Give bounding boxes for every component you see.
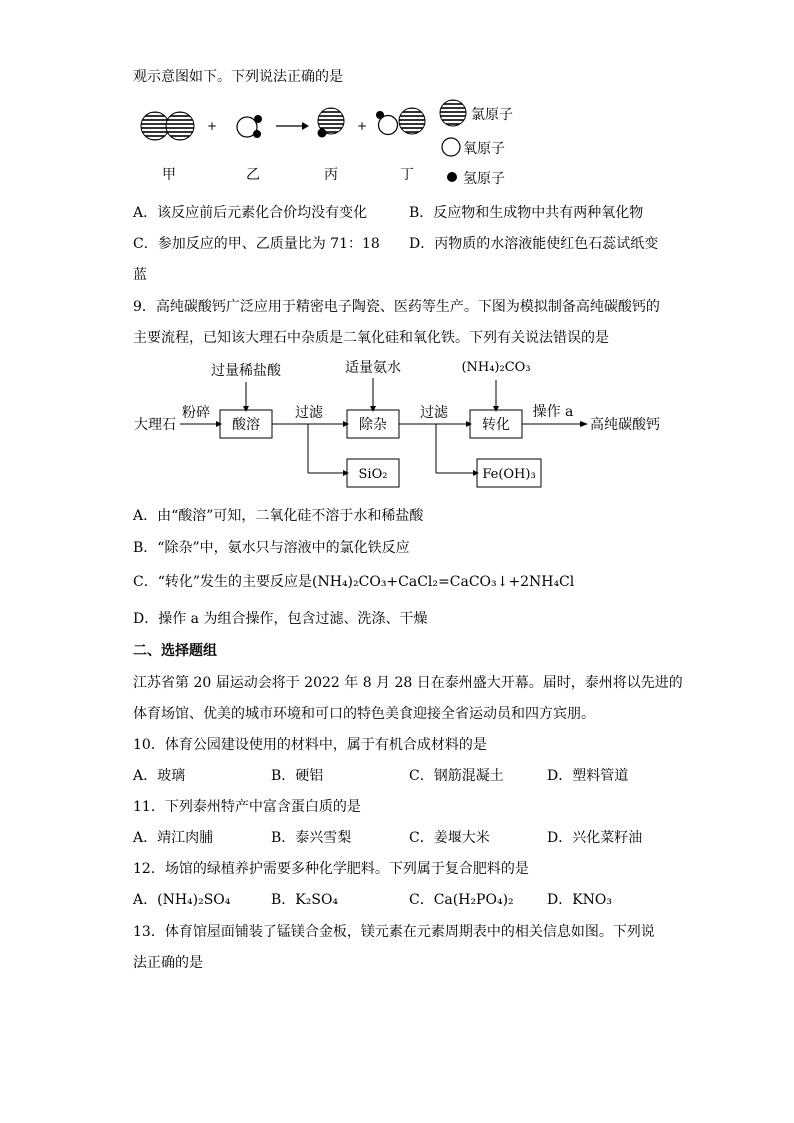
q10-option-c[interactable]: C．钢筋混凝土 [409,768,504,784]
molecule-label-yi: 乙 [246,167,260,183]
cl2-molecule-icon [141,112,194,140]
q9-stem-line2: 主要流程，已知该大理石中杂质是二氧化硅和氧化铁。下列有关说法错误的是 [133,330,609,346]
q8-option-b[interactable]: B．反应物和生成物中共有两种氧化物 [409,205,644,221]
q9-option-c[interactable]: C．“转化”发生的主要反应是(NH₄)₂CO₃+CaCl₂=CaCO₃↓+2NH₄Cl [133,574,575,590]
q9-option-b[interactable]: B．“除杂”中，氨水只与溶液中的氯化铁反应 [133,540,410,556]
reaction-arrow-icon [276,122,309,130]
q8-option-a[interactable]: A．该反应前后元素化合价均没有变化 [133,205,368,221]
q8-option-d-continued: 蓝 [133,267,147,283]
filter-step-2-label: 过滤 [420,405,448,421]
passage-line2: 体育场馆、优美的城市环境和可口的特色美食迎接全省运动员和四方宾朋。 [133,706,595,722]
reagent-ammonia-label: 适量氨水 [345,360,401,376]
grind-step-label: 粉碎 [182,405,210,421]
hcl-molecule-icon [318,108,345,138]
passage-line1: 江苏省第 20 届运动会将于 2022 年 8 月 28 日在泰州盛大开幕。届时，泰州将以先进的 [133,675,683,691]
q10-option-d[interactable]: D．塑料管道 [547,768,629,784]
q9-stem-line1: 9．高纯碳酸钙广泛应用于精密电子陶瓷、医药等生产。下图为模拟制备高纯碳酸钙的 [133,299,660,315]
q11-option-d[interactable]: D．兴化菜籽油 [547,830,643,846]
legend-hydrogen-label: 氢原子 [463,171,505,187]
sio2-label: SiO₂ [358,467,388,482]
acid-dissolve-label: 酸溶 [232,417,260,433]
q12-option-c[interactable]: C．Ca(H₂PO₄)₂ [409,892,514,908]
q12-stem: 12．场馆的绿植养护需要多种化学肥料。下列属于复合肥料的是 [133,861,529,877]
impurity-removal-label: 除杂 [359,417,387,433]
q13-stem-line1: 13．体育馆屋面铺装了锰镁合金板，镁元素在元素周期表中的相关信息如图。下列说 [133,924,655,940]
q9-option-d[interactable]: D．操作 a 为组合操作，包含过滤、洗涤、干燥 [133,611,428,627]
plus-sign: + [356,119,368,133]
q10-option-a[interactable]: A．玻璃 [133,768,186,784]
product-label: 高纯碳酸钙 [590,417,660,433]
raw-material-label: 大理石 [134,417,176,433]
q13-stem-line2: 法正确的是 [133,955,203,971]
q11-stem: 11．下列泰州特产中富含蛋白质的是 [133,799,361,815]
molecule-label-ding: 丁 [400,167,414,183]
legend-oxygen-label: 氧原子 [463,141,505,157]
molecule-label-bing: 丙 [324,167,338,183]
q12-option-a[interactable]: A．(NH₄)₂SO₄ [133,892,231,908]
section-heading: 二、选择题组 [133,643,217,659]
question-stem-tail: 观示意图如下。下列说法正确的是 [133,69,343,85]
operation-a-label: 操作 a [532,404,574,420]
q8-option-d[interactable]: D．丙物质的水溶液能使红色石蕊试纸变 [409,236,659,252]
q11-option-b[interactable]: B．泰兴雪梨 [271,830,352,846]
legend-chlorine-label: 氯原子 [471,107,513,123]
q12-option-d[interactable]: D．KNO₃ [547,892,613,908]
conversion-label: 转化 [482,417,510,433]
molecule-label-jia: 甲 [162,167,176,183]
q10-option-b[interactable]: B．硬铝 [271,768,324,784]
oxygen-atom-legend-icon [442,138,460,156]
q10-stem: 10．体育公园建设使用的材料中，属于有机合成材料的是 [133,737,487,753]
reagent-ammonium-carbonate-label: (NH₄)₂CO₃ [461,360,531,375]
q11-option-c[interactable]: C．姜堰大米 [409,830,490,846]
q12-option-b[interactable]: B．K₂SO₄ [271,892,339,908]
reagent-hcl-label: 过量稀盐酸 [211,363,281,379]
feoh3-label: Fe(OH)₃ [482,467,536,482]
h2o-molecule-icon [237,115,262,138]
process-flowchart [128,352,668,492]
plus-sign: + [206,119,218,133]
q8-option-c[interactable]: C．参加反应的甲、乙质量比为 71：18 [133,236,380,252]
q9-option-a[interactable]: A．由“酸溶”可知，二氧化硅不溶于水和稀盐酸 [133,508,424,524]
filter-step-1-label: 过滤 [295,405,323,421]
q11-option-a[interactable]: A．靖江肉脯 [133,830,214,846]
chlorine-atom-legend-icon [440,100,466,126]
hydrogen-atom-legend-icon [447,172,457,182]
hclo-molecule-icon [376,108,425,135]
